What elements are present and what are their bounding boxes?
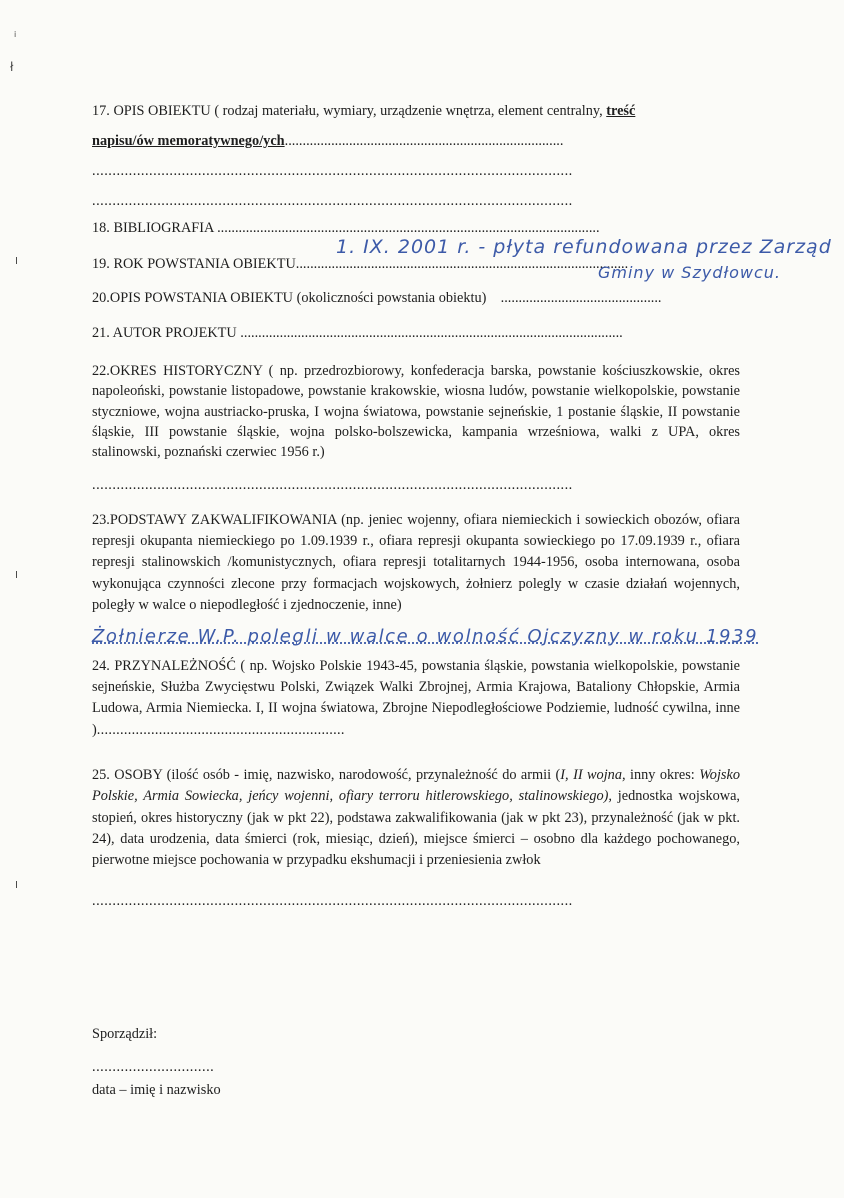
section-17-dots-line: ...................................................................................................................... bbox=[92, 193, 573, 209]
section-25-italic1: I, II wojna, bbox=[560, 767, 626, 783]
section-25-italic2: Wojsko Polskie, Armia Sowiecka, jeńcy wojenni, ofiary terroru hitlerowskiego, stalinowskiego), bbox=[92, 767, 740, 805]
section-17-bold2: napisu/ów memoratywnego/ych bbox=[92, 133, 285, 149]
section-18-label: 18. BIBLIOGRAFIA bbox=[92, 220, 214, 236]
margin-mark: I bbox=[15, 256, 18, 267]
section-20 bbox=[92, 288, 740, 309]
margin-mark: I bbox=[15, 880, 18, 891]
section-25-part1: 25. OSOBY (ilość osób - imię, nazwisko, narodowość, przynależność do armii ( bbox=[92, 767, 561, 783]
section-21-dots: ........................................................................................................... bbox=[240, 325, 623, 341]
section-21 bbox=[92, 323, 740, 344]
section-25-part3: jednostka wojskowa, stopień, okres historyczny (jak w pkt 22), podstawa zakwalifikowania (jak w pkt 23), przynależność (jak w pkt. 24), data urodzenia, data śmierci (rok, miesiąc, dzień), miejsce śmierci – osobno dla każdego pochowanego, pierwotne miejsce pochowania w przypadku ekshumacji i przeniesienia zwłok bbox=[92, 788, 740, 869]
signature-dots: .............................. bbox=[92, 1059, 215, 1075]
section-24-text bbox=[92, 656, 740, 741]
section-24-dots: ................................................................ bbox=[96, 721, 345, 738]
section-20-label: 20.OPIS POWSTANIA OBIEKTU (okoliczności powstania obiektu) bbox=[92, 290, 487, 306]
section-22-dots: ...................................................................................................................... bbox=[92, 477, 573, 493]
section-19-label: 19. ROK POWSTANIA OBIEKTU bbox=[92, 256, 296, 272]
section-25-text bbox=[92, 765, 740, 871]
margin-mark: ł bbox=[10, 60, 14, 74]
section-23-text: 23.PODSTAWY ZAKWALIFIKOWANIA (np. jeniec wojenny, ofiara niemieckich i sowieckich obozów, ofiara represji okupanta niemieckiego po 1.09.1939 r., ofiara represji okupanta sowieckiego po 17.09.1939 r., ofiara represji stalinowskich /komunistycznych, ofiara represji totalitarnych 1944-1956, osoba internowana, osoba wykonująca czynności zlecone przy formacjach wojskowych, żołnierz polegly w czasie działań wojennych, poległy w walce o niepodległość i zjednoczenie, inne) bbox=[92, 512, 740, 613]
section-25-dots: ...................................................................................................................... bbox=[92, 893, 573, 909]
section-17-text: 17. OPIS OBIEKTU ( rodzaj materiału, wymiary, urządzenie wnętrza, element centralny, bbox=[92, 103, 603, 119]
handwritten-note: Gminy w Szydłowcu. bbox=[598, 263, 781, 282]
handwritten-qualification: Żołnierze W.P. polegli w walce o wolność Ojczyzny w roku 1939 bbox=[92, 626, 759, 647]
section-17-bold: treść bbox=[606, 103, 636, 119]
section-22-text: 22.OKRES HISTORYCZNY ( np. przedrozbiorowy, konfederacja barska, powstanie kościuszkowskie, okres napoleoński, powstanie listopadowe, powstanie krakowskie, wiosna ludów, powstanie wielkopolskie, powstanie styczniowe, wojna austriacko-pruska, I wojna światowa, powstanie sejneńskie, 1 postanie śląskie, II powstanie śląskie, III powstanie śląskie, wojna polsko-bolszewicka, kampania wrześniowa, walki z UPA, okres stalinowski, poznański czerwiec 1956 r.) bbox=[92, 363, 740, 461]
section-19 bbox=[92, 254, 629, 275]
signature-caption: data – imię i nazwisko bbox=[92, 1082, 221, 1098]
section-25-part2: inny okres: bbox=[625, 767, 700, 783]
section-17-line2 bbox=[92, 131, 740, 152]
section-18-dots: ........................................................................................................... bbox=[217, 220, 600, 236]
section-17-dots-line: ...................................................................................................................... bbox=[92, 163, 573, 179]
margin-mark: i bbox=[14, 30, 17, 39]
section-21-label: 21. AUTOR PROJEKTU bbox=[92, 325, 237, 341]
section-19-dots: ............................................................................................. bbox=[295, 256, 629, 272]
section-17-heading bbox=[92, 101, 740, 122]
section-24-body: 24. PRZYNALEŻNOŚĆ ( np. Wojsko Polskie 1943-45, powstania śląskie, powstania wielkopolskie, powstanie sejneńskie, Służba Zwycięstwu Polski, Związek Walki Zbrojnej, Armia Krajowa, Bataliony Chłopskie, Armia Ludowa, Armia Niemiecka. I, II wojna światowa, Zbrojne Niepodległościowe Podziemie, ludność cywilna, inne ) bbox=[92, 658, 740, 738]
margin-mark: I bbox=[15, 570, 18, 581]
prepared-by-label: Sporządził: bbox=[92, 1026, 158, 1042]
handwritten-year: 1. IX. 2001 r. - płyta refundowana przez Zarząd bbox=[336, 236, 832, 258]
section-20-dots: ............................................. bbox=[500, 290, 662, 306]
section-17-dots: .............................................................................. bbox=[284, 133, 564, 149]
